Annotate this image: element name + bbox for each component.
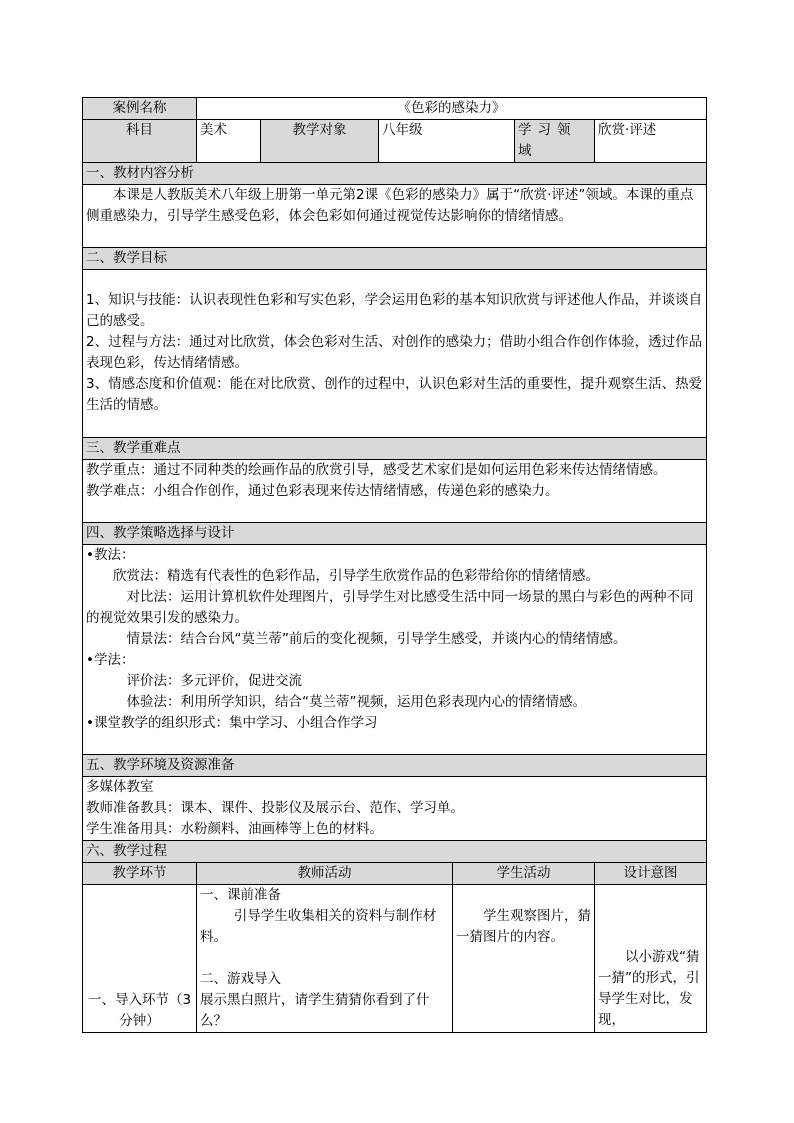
header-intent: 设计意图: [595, 863, 707, 885]
process-header-row: [83, 863, 707, 885]
teacher-step1-text: 引导学生收集相关的资料与制作材料。: [200, 908, 437, 945]
subject-value: 美术: [197, 120, 261, 163]
domain-value: 欣赏·评述: [595, 120, 707, 163]
section4-title: 四、教学策略选择与设计: [83, 523, 707, 545]
organization-form: •课堂教学的组织形式：集中学习、小组合作学习: [86, 715, 378, 731]
section5-body-row: [83, 777, 707, 841]
target-label: 教学对象: [261, 120, 379, 163]
section5-header-row: [83, 755, 707, 777]
section4-body: [83, 545, 707, 755]
teacher-activity: [197, 885, 453, 1033]
student-activity: [453, 885, 595, 1033]
objective-knowledge: 1、知识与技能：认识表现性色彩和写实色彩，学会运用色彩的基本知识欣赏与评述他人作品，并谈谈自己的感受。: [86, 292, 703, 329]
section3-title: 三、教学重难点: [83, 438, 707, 460]
method-appreciation: 欣赏法：精选有代表性的色彩作品，引导学生欣赏作品的色彩带给你的情绪情感。: [113, 568, 599, 584]
section5-body: [83, 777, 707, 841]
method-contrast: 对比法：运用计算机软件处理图片，引导学生对比感受生活中同一场景的黑白与彩色的两种不同的视觉效果引发的感染力。: [86, 589, 694, 626]
teacher-materials: 教师准备教具：课本、课件、投影仪及展示台、范作、学习单。: [86, 800, 464, 816]
subject-label: 科目: [83, 120, 197, 163]
lesson-plan-table: [82, 97, 707, 1033]
section1-text: 本课是人教版美术八年级上册第一单元第2课《色彩的感染力》属于“欣赏·评述”领域。本课的重点侧重感染力，引导学生感受色彩，体会色彩如何通过视觉传达影响你的情绪情感。: [86, 187, 694, 224]
objective-attitude: 3、情感态度和价值观：能在对比欣赏、创作的过程中，认识色彩对生活的重要性，提升观察生活、热爱生活的情感。: [86, 376, 703, 413]
domain-label: 学习领域: [515, 120, 595, 163]
environment: 多媒体教室: [86, 779, 154, 795]
student-materials: 学生准备用具：水粉颜料、油画棒等上色的材料。: [86, 821, 383, 837]
section2-header-row: [83, 248, 707, 270]
info-row: [83, 120, 707, 163]
design-intent-text: 以小游戏“猜一猜”的形式，引导学生对比，发现，: [598, 949, 700, 1028]
teacher-step2-text: 展示黑白照片，请学生猜猜你看到了什么？: [200, 992, 430, 1029]
section3-body: [83, 460, 707, 523]
objective-process: 2、过程与方法：通过对比欣赏，体会色彩对生活、对创作的感染力；借助小组合作创作体验，透过作品表现色彩，传达情绪情感。: [86, 334, 703, 371]
case-name-row: [83, 98, 707, 120]
section1-header-row: [83, 163, 707, 185]
section1-body-row: [83, 185, 707, 248]
teacher-step2-title: 二、游戏导入: [200, 971, 281, 987]
student-activity-text: 学生观察图片，猜一猜图片的内容。: [456, 908, 591, 945]
stage-intro: 一、导入环节（3分钟）: [83, 885, 197, 1033]
case-name-value: 《色彩的感染力》: [197, 98, 707, 120]
method-evaluation: 评价法：多元评价，促进交流: [126, 673, 302, 689]
header-teacher: 教师活动: [197, 863, 453, 885]
section6-header-row: [83, 841, 707, 863]
teacher-step1-title: 一、课前准备: [200, 887, 281, 903]
header-stage: 教学环节: [83, 863, 197, 885]
design-intent: [595, 885, 707, 1033]
section3-header-row: [83, 438, 707, 460]
section4-header-row: [83, 523, 707, 545]
header-student: 学生活动: [453, 863, 595, 885]
difficult-point: 教学难点：小组合作创作，通过色彩表现来传达情绪情感，传递色彩的感染力。: [86, 483, 559, 499]
learning-methods-heading: •学法：: [86, 652, 135, 668]
section2-body: [83, 270, 707, 438]
section1-body: [83, 185, 707, 248]
method-experience: 体验法：利用所学知识，结合“莫兰蒂”视频，运用色彩表现内心的情绪情感。: [126, 694, 586, 710]
process-row-intro: [83, 885, 707, 1033]
teaching-methods-heading: •教法：: [86, 547, 135, 563]
key-point: 教学重点：通过不同种类的绘画作品的欣赏引导，感受艺术家们是如何运用色彩来传达情绪情感。: [86, 462, 667, 478]
case-name-label: 案例名称: [83, 98, 197, 120]
section4-body-row: [83, 545, 707, 755]
section1-title: 一、教材内容分析: [83, 163, 707, 185]
section2-body-row: [83, 270, 707, 438]
target-value: 八年级: [379, 120, 515, 163]
section5-title: 五、教学环境及资源准备: [83, 755, 707, 777]
section3-body-row: [83, 460, 707, 523]
section2-title: 二、教学目标: [83, 248, 707, 270]
section6-title: 六、教学过程: [83, 841, 707, 863]
method-scenario: 情景法：结合台风“莫兰蒂”前后的变化视频，引导学生感受，并谈内心的情绪情感。: [126, 631, 627, 647]
